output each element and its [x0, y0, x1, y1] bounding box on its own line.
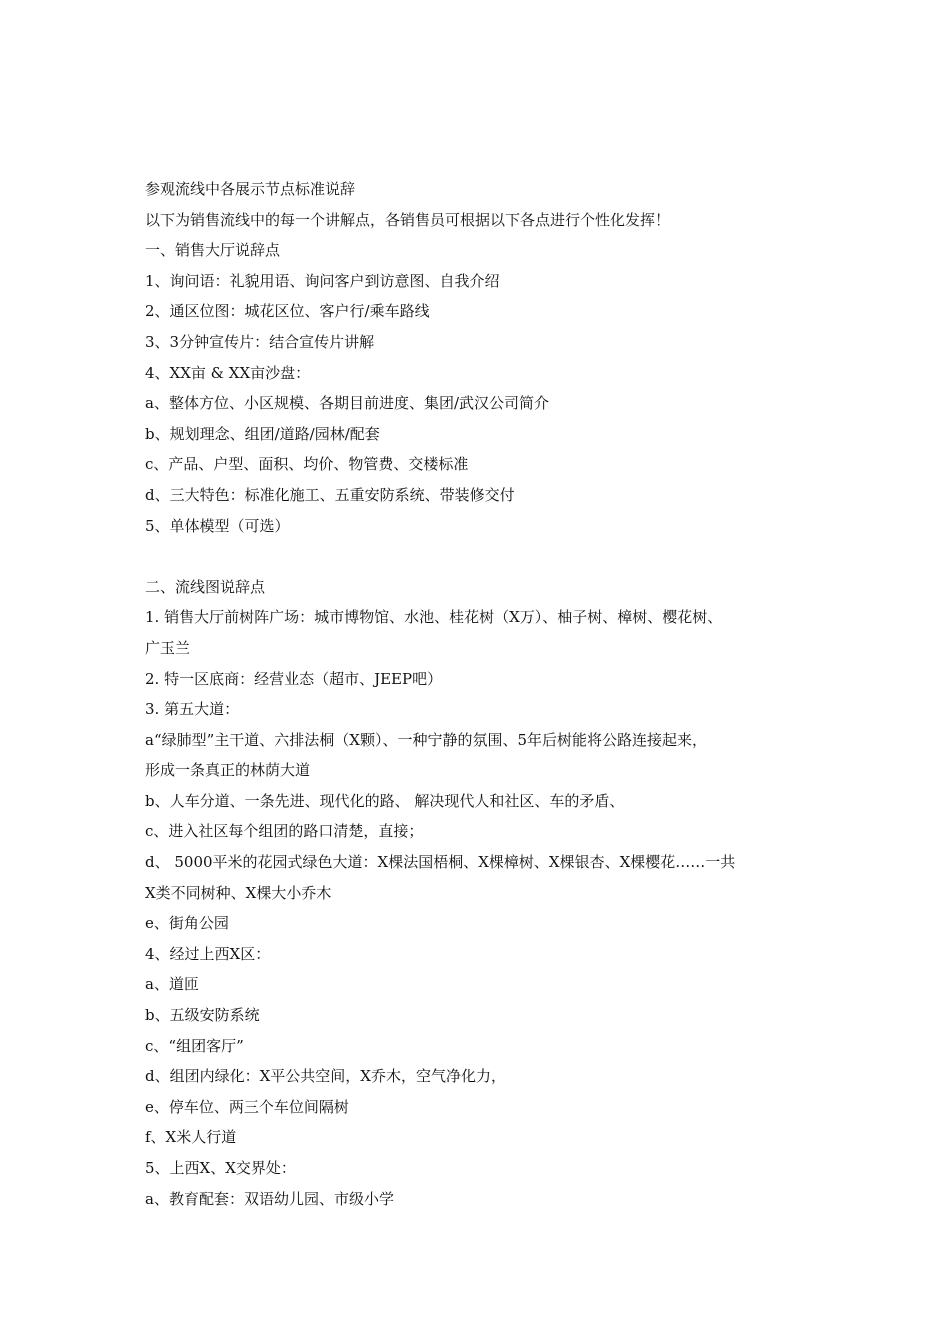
text-line: a、整体方位、小区规模、各期目前进度、集团/武汉公司简介	[145, 394, 549, 413]
text-line: c、“组团客厅”	[145, 1036, 244, 1055]
text-line: b、人车分道、一条先进、现代化的路、 解决现代人和社区、车的矛盾、	[145, 791, 625, 810]
text-line: c、产品、户型、面积、均价、物管费、交楼标准	[145, 455, 469, 474]
text-line: 广玉兰	[145, 638, 191, 657]
document-title: 参观流线中各展示节点标准说辞	[145, 180, 356, 198]
blank-line	[145, 541, 815, 572]
text-line: X类不同树种、X棵大小乔木	[145, 883, 332, 902]
text-line: b、五级安防系统	[145, 1006, 260, 1025]
text-line: d、 5000平米的花园式绿色大道：X棵法国梧桐、X棵樟树、X棵银杏、X棵樱花……一共	[145, 853, 736, 872]
section-heading-flow-map: 二、流线图说辞点	[145, 577, 266, 596]
text-line: 4、经过上西X区：	[145, 944, 271, 963]
text-line: f、X米人行道	[145, 1128, 237, 1147]
section-heading-sales-hall: 一、销售大厅说辞点	[145, 241, 281, 260]
text-line: 形成一条真正的林荫大道	[145, 761, 311, 780]
text-line: 3、3分钟宣传片：结合宣传片讲解	[145, 332, 375, 351]
text-line: 4、XX亩 & XX亩沙盘：	[145, 363, 311, 382]
text-line: 3. 第五大道：	[145, 700, 240, 719]
text-line: a“绿肺型”主干道、六排法桐（X颗）、一种宁静的氛围、5年后树能将公路连接起来，	[145, 730, 708, 749]
text-line: 5、上西X、X交界处：	[145, 1159, 296, 1177]
text-line: a、道匝	[145, 975, 199, 994]
text-line: 1. 销售大厅前树阵广场：城市博物馆、水池、桂花树（X万）、柚子树、樟树、樱花树、	[145, 608, 723, 627]
text-line: a、教育配套：双语幼儿园、市级小学	[145, 1189, 394, 1208]
text-line: b、规划理念、组团/道路/园林/配套	[145, 424, 380, 443]
text-line: 1、询问语：礼貌用语、询问客户到访意图、自我介绍	[145, 271, 500, 290]
text-line: 2、通区位图：城花区位、客户行/乘车路线	[145, 302, 430, 321]
text-line: 5、单体模型（可选）	[145, 516, 290, 535]
text-line: c、进入社区每个组团的路口清楚，直接；	[145, 822, 424, 841]
text-line: d、组团内绿化：X平公共空间，X乔木，空气净化力，	[145, 1067, 506, 1086]
text-line: d、三大特色：标准化施工、五重安防系统、带装修交付	[145, 485, 515, 504]
text-line: e、街角公园	[145, 914, 229, 933]
text-line: e、停车位、两三个车位间隔树	[145, 1097, 349, 1116]
text-line: 2. 特一区底商：经营业态（超市、JEEP吧）	[145, 669, 443, 688]
intro-text: 以下为销售流线中的每一个讲解点，各销售员可根据以下各点进行个性化发挥！	[145, 210, 671, 229]
document-body	[145, 174, 815, 1214]
